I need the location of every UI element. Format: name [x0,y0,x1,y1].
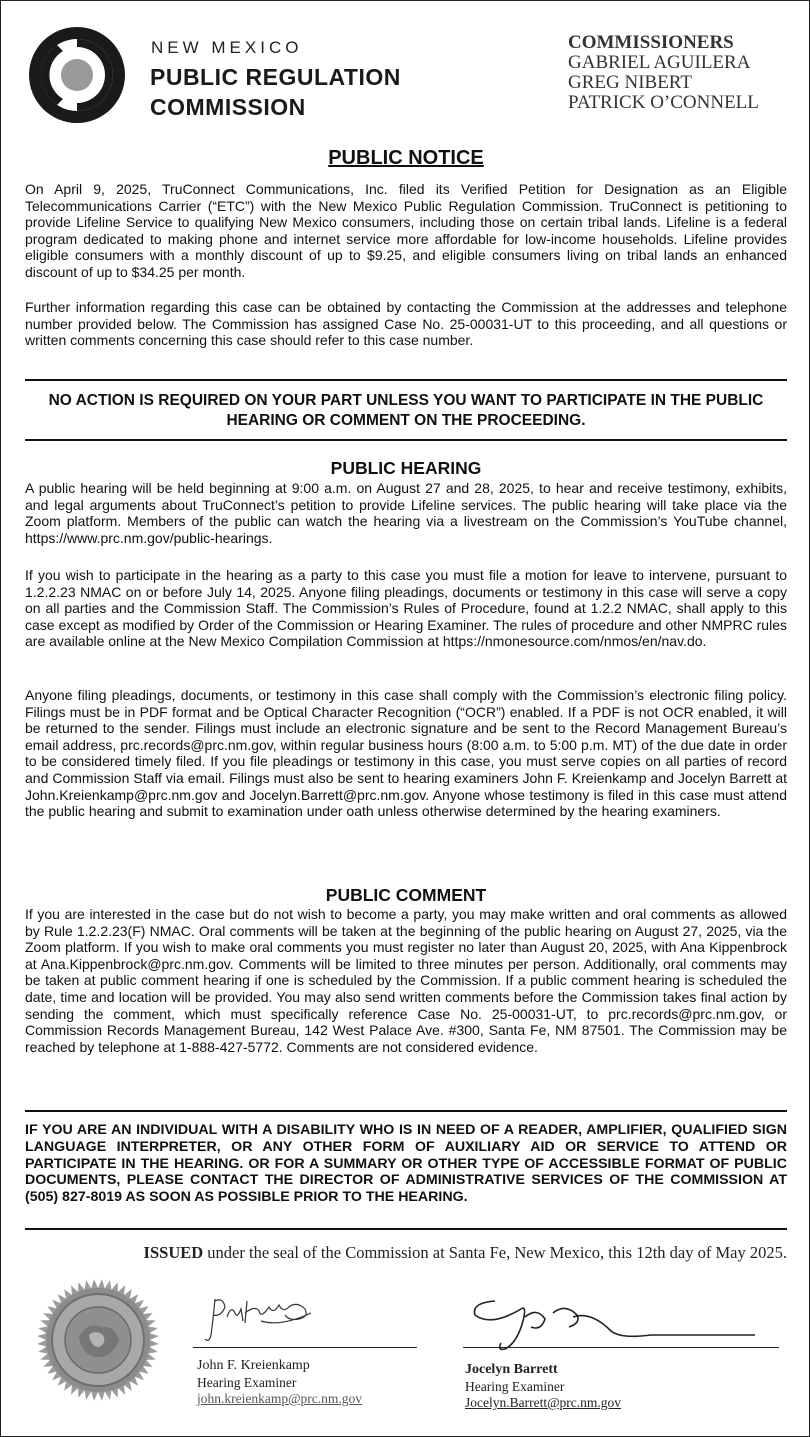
signer-role: Hearing Examiner [465,1378,565,1394]
divider [25,1110,787,1112]
issued-text: under the seal of the Commission at Santa Fe, New Mexico, this 12th day of May 2025. [203,1243,787,1262]
notice-paragraph-1: On April 9, 2025, TruConnect Communications, Inc. filed its Verified Petition for Designation as an Eligible Telecommunications Carrier (“ETC”) with the New Mexico Public Regulation Commission. TruConnect is petitioning to provide Lifeline Service to qualifying New Mexico consumers, including those on certain tribal lands. Lifeline is a federal program dedicated to making phone and internet service more affordable for low-income households. Lifeline provides eligible consumers with a monthly discount of up to $9.25, and eligible consumers living on tribal lands an enhanced discount of up to $34.25 per month. [25,181,787,280]
header [1,1,810,141]
divider [25,379,787,381]
notice-title: PUBLIC NOTICE [328,147,484,169]
org-name-line2: PUBLIC REGULATION [150,64,401,90]
divider [25,439,787,441]
hearing-paragraph-3: Anyone filing pleadings, documents, or testimony in this case shall comply with the Commission’s electronic filing policy. Filings must be in PDF format and be Optical Character Recognition (“OCR”) enabled. If a PDF is not OCR enabled, it will be returned to the sender. Filings must include an electronic signature and be sent to the Record Management Bureau’s email address, prc.records@prc.nm.gov, within regular business hours (8:00 a.m. to 5:00 p.m. MT) of the due date in order to be considered timely filed. If you file pleadings or testimony in this case, you must serve copies on all parties of record and Commission Staff via email. Filings must also be sent to hearing examiners John F. Kreienkamp and Jocelyn Barrett at John.Kreienkamp@prc.nm.gov and Jocelyn.Barrett@prc.nm.gov. Anyone whose testimony is filed in this case must attend the public hearing and submit to examination under oath unless otherwise determined by the hearing examiners. [25,687,787,820]
notice-paragraph-2: Further information regarding this case can be obtained by contacting the Commission at the addresses and telephone number provided below. The Commission has assigned Case No. 25-00031-UT to this proceeding, and all questions or written comments concerning this case should refer to this case number. [25,299,787,349]
signature-line [193,1347,417,1348]
handwritten-signature-icon [461,1291,761,1353]
commissioners-heading: COMMISSIONERS [568,32,734,53]
signer-email-link[interactable]: Jocelyn.Barrett@prc.nm.gov [465,1395,622,1410]
signature-block-left [197,1358,362,1408]
hearing-paragraph-2: If you wish to participate in the hearing as a party to this case you must file a motion for leave to intervene, pursuant to 1.2.2.23 NMAC on or before July 14, 2025. Anyone filing pleadings, documents or testimony in this case will serve a copy on all parties and the Commission Staff. The Commission’s Rules of Procedure, found at 1.2.2 NMAC, shall apply to this case except as modified by Order of the Commission or Hearing Examiner. The rules of procedure and other NMPRC rules are available online at the New Mexico Compilation Commission at https://nmonesource.com/nmos/en/nav.do. [25,567,787,650]
commission-seal-icon [35,1277,161,1403]
signer-email-link[interactable]: john.kreienkamp@prc.nm.gov [197,1391,363,1406]
no-action-statement: NO ACTION IS REQUIRED ON YOUR PART UNLESS YOU WANT TO PARTICIPATE IN THE PUBLIC HEARING OR COMMENT ON THE PROCEEDING. [48,392,764,429]
disability-statement: IF YOU ARE AN INDIVIDUAL WITH A DISABILITY WHO IS IN NEED OF A READER, AMPLIFIER, QUALIFIED SIGN LANGUAGE INTERPRETER, OR ANY OTHER FORM OF AUXILIARY AID OR SERVICE TO ATTEND OR PARTICIPATE IN THE HEARING. OR FOR A SUMMARY OR OTHER TYPE OF ACCESSIBLE FORMAT OF PUBLIC DOCUMENTS, PLEASE CONTACT THE DIRECTOR OF ADMINISTRATIVE SERVICES OF THE COMMISSION AT (505) 827-8019 AS SOON AS POSSIBLE PRIOR TO THE HEARING. [25,1122,787,1206]
signature-block-right [465,1362,621,1412]
comment-title: PUBLIC COMMENT [325,885,487,905]
signer-name: John F. Kreienkamp [197,1358,310,1373]
commissioner-name: GABRIEL AGUILERA [568,52,751,73]
signer-role: Hearing Examiner [197,1374,297,1390]
prc-logo-icon [27,25,127,125]
issued-statement [1,1243,810,1263]
commissioner-name: PATRICK O’CONNELL [568,92,759,113]
commissioners-list [568,33,759,113]
handwritten-signature-icon [201,1291,321,1347]
signature-line [463,1347,779,1348]
signer-name: Jocelyn Barrett [465,1362,558,1377]
hearing-paragraph-1: A public hearing will be held beginning at 9:00 a.m. on August 27 and 28, 2025, to hear and receive testimony, exhibits, and legal arguments about TruConnect’s petition to provide Lifeline services. The public hearing will take place via the Zoom platform. Members of the public can watch the hearing via a livestream on the Commission’s YouTube channel, https://www.prc.nm.gov/public-hearings. [25,480,787,546]
hearing-title: PUBLIC HEARING [330,458,482,478]
org-name-line1: NEW MEXICO [151,38,303,57]
divider [25,1228,787,1230]
commissioner-name: GREG NIBERT [568,72,692,93]
issued-label: ISSUED [143,1243,204,1262]
org-name-line3: COMMISSION [150,94,306,120]
comment-paragraph-1: If you are interested in the case but do not wish to become a party, you may make written and oral comments as allowed by Rule 1.2.2.23(F) NMAC. Oral comments will be taken at the beginning of the public hearing on August 27, 2025, via the Zoom platform. If you wish to make oral comments you must register no later than August 20, 2025, with Ana Kippenbrock at Ana.Kippenbrock@prc.nm.gov. Comments will be limited to three minutes per person. Additionally, oral comments may be taken at public comment hearing if one is scheduled by the Commission. If a public comment hearing is scheduled the date, time and location will be provided. You may also send written comments before the Commission takes final action by sending the comment, which must specifically reference Case No. 25-00031-UT, to prc.records@prc.nm.gov, or Commission Records Management Bureau, 142 West Palace Ave. #300, Santa Fe, NM 87501. The Commission may be reached by telephone at 1-888-427-5772. Comments are not considered evidence. [25,906,787,1055]
